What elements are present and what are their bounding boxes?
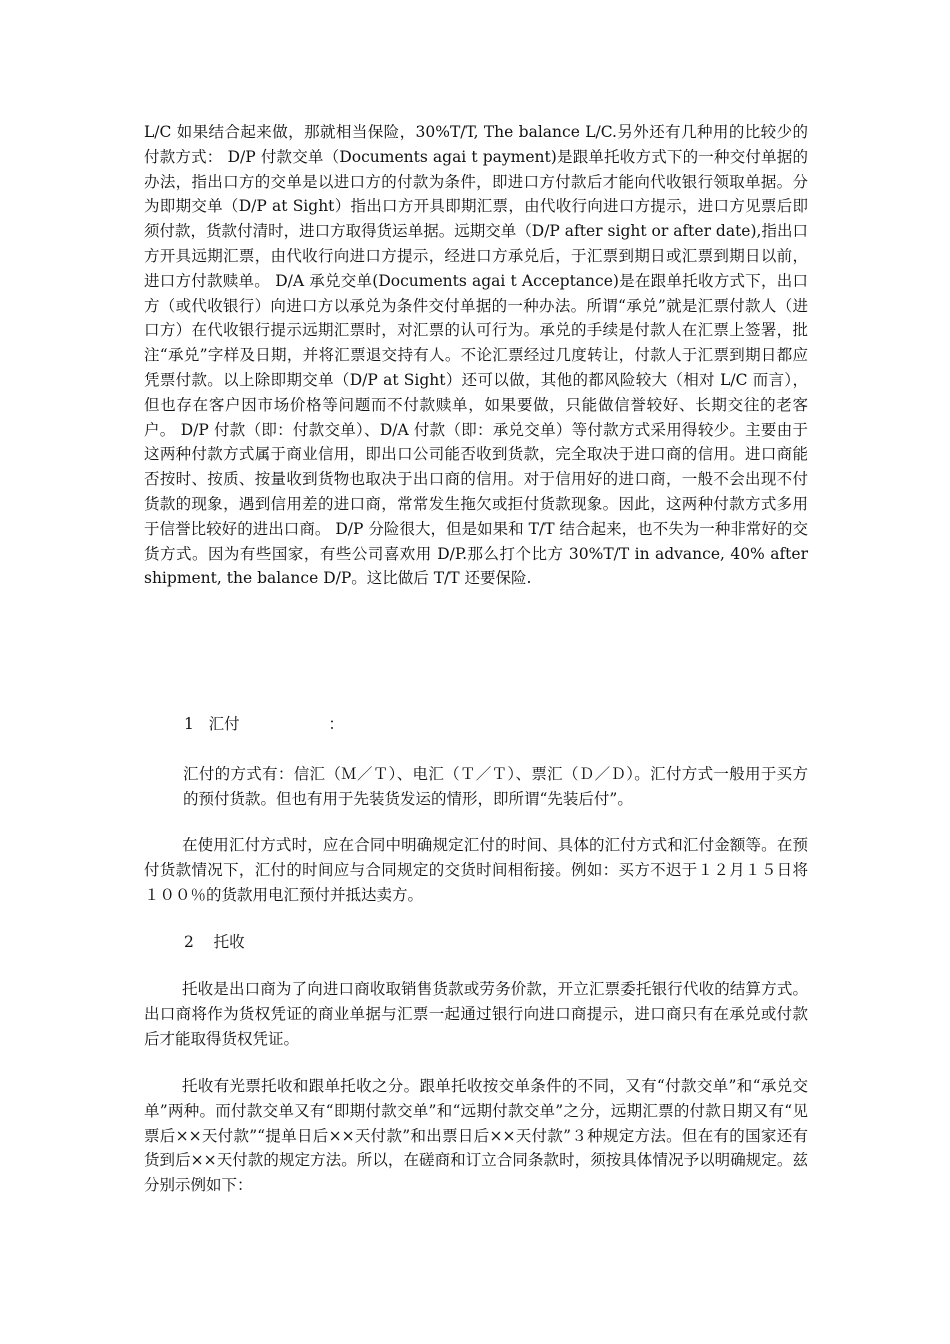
collection-types-paragraph: 托收有光票托收和跟单托收之分。跟单托收按交单条件的不同，又有“付款交单”和“承兑交单”两种。而付款交单又有“即期付款交单”和“远期付款交单”之分，远期汇票的付款日期又有“见票后××天付款”“提单日后××天付款”和出票日后××天付款”３种规定方法。但在有的国家还有货到后××天付款的规定方法。所以，在磋商和订立合同条款时，须按具体情况予以明确规定。兹分别示例如下：	[144, 1077, 808, 1195]
collection-definition-paragraph: 托收是出口商为了向进口商收取销售货款或劳务价款，开立汇票委托银行代收的结算方式。出口商将作为货权凭证的商业单据与汇票一起通过银行向进口商提示，进口商只有在承兑或付款后才能取得货权凭证。	[144, 980, 808, 1048]
section-heading-remittance: 1 汇付 ：	[184, 715, 344, 733]
remittance-contract-paragraph: 在使用汇付方式时，应在合同中明确规定汇付的时间、具体的汇付方式和汇付金额等。在预付货款情况下，汇付的时间应与合同规定的交货时间相衔接。例如：买方不迟于１２月１５日将１００％的货款用电汇预付并抵达卖方。	[144, 836, 808, 904]
intro-paragraph: L/C 如果结合起来做，那就相当保险，30%T/T, The balance L/C.另外还有几种用的比较少的付款方式： D/P 付款交单（Documents agai t payment)是跟单托收方式下的一种交付单据的办法，指出口方的交单是以进口方的付款为条件，即进口方付款后才能向代收银行领取单据。分为即期交单（D/P at Sight）指出口方开具即期汇票，由代收行向进口方提示，进口方见票后即须付款，货款付清时，进口方取得货运单据。远期交单（D/P after sight or after date),指出口方开具远期汇票，由代收行向进口方提示，经进口方承兑后，于汇票到期日或汇票到期日以前，进口方付款赎单。 D/A 承兑交单(Documents agai t Acceptance)是在跟单托收方式下，出口方（或代收银行）向进口方以承兑为条件交付单据的一种办法。所谓“承兑”就是汇票付款人（进口方）在代收银行提示远期汇票时，对汇票的认可行为。承兑的手续是付款人在汇票上签署，批注“承兑”字样及日期，并将汇票退交持有人。不论汇票经过几度转让，付款人于汇票到期日都应凭票付款。以上除即期交单（D/P at Sight）还可以做，其他的都风险较大（相对 L/C 而言），但也存在客户因市场价格等问题而不付款赎单，如果要做，只能做信誉较好、长期交往的老客户。 D/P 付款（即：付款交单）、D/A 付款（即：承兑交单）等付款方式采用得较少。主要由于这两种付款方式属于商业信用，即出口公司能否收到货款，完全取决于进口商的信用。进口商能否按时、按质、按量收到货物也取决于出口商的信用。对于信用好的进口商，一般不会出现不付货款的现象，遇到信用差的进口商，常常发生拖欠或拒付货款现象。因此，这两种付款方式多用于信誉比较好的进出口商。 D/P 分险很大，但是如果和 T/T 结合起来，也不失为一种非常好的交货方式。因为有些国家，有些公司喜欢用 D/P.那么打个比方 30%T/T in advance, 40% after shipment, the balance D/P。这比做后 T/T 还要保险.	[144, 123, 808, 588]
section-heading-collection: 2 托收	[184, 933, 245, 951]
remittance-methods-paragraph: 汇付的方式有：信汇（Ｍ／Ｔ）、电汇（Ｔ／Ｔ）、票汇（Ｄ／Ｄ）。汇付方式一般用于买方的预付货款。但也有用于先装货发运的情形，即所谓“先装后付”。	[183, 765, 808, 808]
